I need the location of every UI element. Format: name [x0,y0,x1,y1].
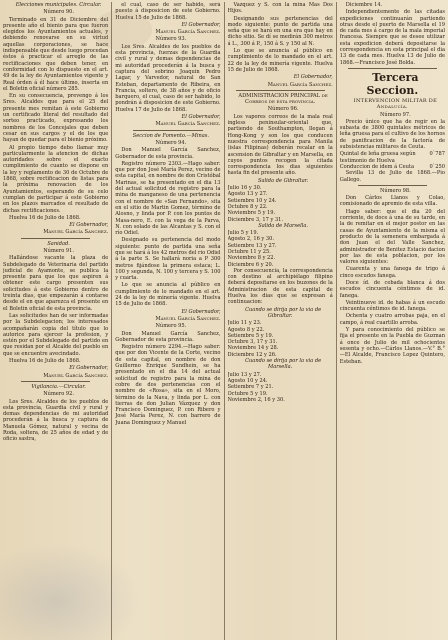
date-list [228,185,333,223]
price-value: 0`787 [429,151,445,158]
paragraph: Terminado en 31 de Diciembre del presente año el bienio para que fueron elegidos los Ayuntamientos actuales, y debiendo renovarse en su virtud aquellas corporaciones, se hace indispensable que desde luego procedan éstos á practicar el arreglo de las rectificaciones que deben tener, en conformidad con lo dispuesto en el art. 49 de la ley de Ayuntamientos vigente y Real órden á él hace último, inserta en el Boletin oficial número 285. [3,16,109,92]
column-3 [228,2,337,640]
signature-name: Manuel García Sanchez. [43,229,109,236]
divider [133,130,202,131]
paragraph: Doce íd. de cebada blanca á dos escudos cincuenta céntimos de id. fanega. [339,279,445,299]
paragraph: Independientemente de las citadas expediciones continuarán partiendo otras desde el puerto de Marsella el 19 de cada mes á cargo de la mala imperial francesa. Siempre que se desee utilizar esta expedicion deberá depositarse la correspondencia en esta principal el dia 13 de cada mes. Huelva 13 de Julio de 1868.—Francisco José Bolda. [339,9,445,66]
signature-name: Manuel García Sanchez. [155,29,221,36]
paragraph: Designado su pertenencia del modo siguiente: punto de partida una seña que se hará á los 42 metros del rio Odiel á la parte S. Se hallará noria a P 300 metros fijándose la primera estaca; L. 100 y segunda, N. 100 y tercera y S. 100 y cuarta. [115,237,221,282]
divider [21,238,90,239]
list-item: Agosto 2, 16 y 30. [227,236,275,243]
section-heading: Sanidad. [47,240,70,247]
paragraph: Las solicitudes han de ser informadas por la Subdelegacion; los interesados acompañarán copia del título que lo autorice para ejercer la profesion, y estén por el Subdelegado del partido en que residan por el Alcalde del pueblo en que se encuentre avecindado. [3,312,109,357]
paragraph: Al propio tiempo debo llamar muy particularmente la atencion de dichas autoridades sobre el exacto cumplimiento de cuanto se dispone en la ley y reglamento de 30 de Octubre de 1868, sobre rectificacion de listas para la próxima renovacion de los Ayuntamientos, esperando de su celo cumplan de participar á este Gobierno en los plazos marcados el resultado de dichas rectificaciones. [3,144,109,214]
divider [358,185,427,186]
notice-number: Número 98. [379,187,411,194]
list-item: Setiembre 10 y 24. [227,197,277,204]
list-item: Noviembre 5 y 19. [227,210,276,217]
signature-title: El Gobernador, [181,114,221,121]
divider [236,90,325,91]
list-item: Julio 13 y 27. [227,371,262,378]
list-item: Octubre 3, 17 y 31. [227,339,278,346]
paragraph: Veintinueve id. de habas á un escudo cincuenta céntimos de id. fanega. [339,299,445,313]
paragraph: el cual, caso de ser habido, será puesto á disposicion de este Gobierno. Huelva 15 de Julio de 1868. [115,2,221,21]
paragraph: Los vapores correos de la mala real ingless peninsular-oriental que, partiendo de Southampton, llegan á Hong-Kong y son los que conducen nuestra correspondencia para Manila (islas Filipinas) deberán recalar en la ascension de Gibraltar y en Marsella, en cuyos puntos recogen la citada correspondencia los dias siguientes hasta fin del presente año. [227,113,333,177]
date-line: Huelva 16 de Julio de 1868. [9,214,81,221]
notice-number: Número 90. [43,9,75,16]
section-heading: Vigilancia.—Circular. [31,383,86,390]
price-row [340,151,445,164]
paragraph: Diciembre 14. [345,2,383,8]
signature-name: Manuel García Sanchez. [267,81,333,88]
list-item: Setiembre 7 y 21. [227,384,274,391]
list-item: Diciembre 12 y 26. [227,351,277,358]
section-heading: ADMINISTRACION PRINCIPAL de Correos de esta provincia. [238,92,328,106]
list-item: Noviembre 14 y 28. [227,345,279,352]
paragraph: Lo que se anuncia al público en cumplimiento de lo mandado en el art. 22 de la ley de minería vigente. Huelva 15 de Julio de 1868. [227,48,333,73]
list-item: Julio 11 y 23. [227,320,262,327]
date-list [228,320,333,358]
date-list [228,372,333,403]
divider [348,68,437,69]
paragraph: Ochenta y cuatro arrobas paja, en el campo, á real cuartillo arroba. [339,313,445,326]
signature-title: El Gobernador, [181,21,221,28]
list-item: Octubre 11 y 25. [227,248,271,255]
subheading: Salida de Gibraltar. [258,177,309,184]
notice-number: Número 91. [43,247,75,254]
notice-number: Número 97. [379,111,411,118]
list-item: Octubre 5 y 19. [227,390,268,397]
notice-number: Número 96. [267,106,299,113]
price-value: 0`250 [429,163,445,170]
paragraph: Designando sus pertenencias del modo siguiente: punto de partida una seña que se hará en una era que hay en dicho sitio. Se dí se medirán 300 metros á L., 300 á P., 150 á S. y 150 al N. [227,15,333,47]
subheading: Cuando se dirija por la via de Gibraltar. [245,306,322,319]
paragraph: Don Cárlos Llanos y Colao, comisionado de apremio de esta villa. [339,195,445,208]
section-heading: Seccion de Fomento.—Minas. [132,132,210,139]
list-item: Julio 16 y 30. [227,185,262,192]
list-item: Octubre 8 y 22. [227,203,268,210]
paper-stain [92,10,152,50]
signature-title: El Gobernador, [69,365,109,372]
signature-title: El Gobernador, [69,222,109,229]
subheading: Salida de Marsella. [258,222,309,229]
notice-number: Número 92. [43,391,75,398]
notice-number: Número 95. [155,323,187,330]
notice-number: Número 94. [155,139,187,146]
paragraph: Don Manuel García Sanchez, Gobernador de esta provincia. [115,330,221,343]
section-heading: Elecciones municipales. Circular. [15,2,102,8]
list-item: Agosto 13 y 27. [227,191,268,198]
signature-title: El Gobernador, [293,74,333,81]
paragraph: Los Sres. Alcaldes de los pueblos de esta provincia, fuerzas de la Guardia civil y rural y demas dependencias de mi autoridad procederán á la busca y captura del sobrino Joaquin Pedro Lagar, y Varvedor, natural de San Esteban, departamento de Ribeira, en Francia, soltero, de 38 años y de oficio barquero, el cual, caso de ser habido, lo pondrán á disposicion de este Gobierno. Huelva 17 de Julio de 1868. [115,43,221,113]
signature-title: El Gobernador, [181,308,221,315]
paragraph: Los Sres. Alcaldes de los pueblos de esta provincia, Guardia civil y rural y demas dependencias de mi autoridad procederán á la busca y captura de Manuela Gómez, natural y vecina de Roda, soltera, de 25 años de edad y de oficio sastra, [3,398,109,443]
paragraph: Cuarenta y una fanega de trigo á cinco escudos fanega. [339,266,445,279]
price-label: Conduccion de ídem á Ceuta [339,163,415,170]
price-label: Quintal de leña gruesa según testimonio de Huelva [339,151,416,164]
section-title: Tercera Seccion. [366,70,419,97]
list-item: Diciembre 3, 17 y 31. [227,216,284,223]
paragraph: En su consecuencia, prevengo á los Sres. Alcaldes que para el 25 del presente mes remitan á este Gobierno un certificado literal del resultado del sorteo practicado, expresando los nombres de los Concejales que deben cesar en sus cargos y el de los que hayan de quedar para el bienio próximo. [3,93,109,144]
ink-stamp-mark [0,542,140,640]
paragraph: Por consecuencia, la correspondencia con destino al archipiélago filipino deberá depositarse en los buzones de la Administracion de esta capital de Huelva los dias que se expresan á continuacion: [227,267,333,306]
paragraph: Registro número 2303.—Hago saber: que por don José María Perez, vecino de esta capital, en nombre de don Cristóbal Marinas, se ha presentado en el dia 13 del actual solicitud de registro para la mina de manganeso de una pertenencia con el nombre de «San Fernando», sita en el sitio de Martin Gomez, término de Alosno, y linda por P. con los puntos de Masa-nero, E. con la vega de la Parva, N. con solado de las Alcantas y S. con el río Odiel. [115,160,221,237]
paragraph: Precio único que ha de regir en la subasta de 3800 quintales métricos de leña gruesa para el cultivo de los hornos de panificacion de la factoría de subsistencias militares de Ceuta. [339,118,445,151]
list-item: Setiembre 13 y 27. [227,242,277,249]
date-line: Huelva 16 de Julio de 1868. [9,358,81,365]
list-item: Noviembre 2, 16 y 30. [227,396,285,403]
signature-name: Manuel García Sanchez. [155,121,221,128]
paragraph: Lo que se anuncia al público en cumplimiento de lo mandado en el art. 24 de la ley de minería vigente. Huelva 15 de Julio de 1868. [115,282,221,308]
divider [21,381,90,382]
paragraph: Y para conocimiento del público se fija el presente en la Puebla de Guzman á once de Julio de mil ochocientos sesenta y ocho.—Cárlos Llanos.—V.° B.°—El Alcalde, Francisco Lopez Quintero, Esteban. [339,327,445,365]
column-4 [340,2,445,640]
list-item: Noviembre 8 y 22. [227,255,276,262]
date-list [228,230,333,268]
list-item: Agosto 10 y 24. [227,377,268,384]
list-item: Agosto 8 y 22. [227,326,265,333]
paragraph: Hallándose vacante la plaza de Subdelegado de Veterinaria del partido judicial de Ayamonte, se publica la presente para que los que aspiren á obtener este cargo presenten sus solicitudes á este Gobierno dentro de treinta dias, que empezarán á contarse desde el en que aparezca el presente en el Boletin oficial de esta provincia. [3,255,109,312]
paragraph: Don Manuel García Sanchez, Gobernador de esta provincia. [115,147,221,160]
paragraph: Vazquez y S. con la mina Mas Dos Hijos. [227,2,333,15]
paragraph: Sevilla 13 de Julio de 1868.—Pio Gallego. [339,170,445,183]
paragraph: Registro número 2294.—Hago saber: que por don Vicente de la Corte, vecino de esta capital, en nombre de don Guillermo Enrique Sundhein, se ha presentado en el dia 14 del actual solicitud de registro para la mina de cobre de dos pertenencias con el nombre de «Rosa», sita en el Moro, término de la Nava, y linda por L. con tierras de don Julian Vázquez y don Francisco Dominguez, P. con Ribero y José María Perez, N. con barrero de Juana Dominguez y Manuel [115,344,221,426]
list-item: Setiembre 5 y 19. [227,332,274,339]
list-item: Julio 5 y 19. [227,230,259,237]
list-item: Diciembre 6 y 20. [227,261,274,268]
notice-number: Número 93. [155,36,187,43]
signature-name: Manuel García Sanchez. [43,372,109,379]
paragraph: Hago saber: que el dia 20 del corriente, de doce á una de su tarde, en la de remitar en el mejor postor en las casas de Ayuntamiento de la misma el producto de la semenera embargada á don Juan el del Valle Sanchez, administrador de Benitez Estacio dacion por las de esta poblacion, por los valores siguientes: [339,208,445,266]
subheading: Cuando se dirija por la via de Marsella. [245,358,322,371]
signature-name: Manuel García Sanchez. [155,315,221,322]
section-subtitle: INTERVENCION MILITAR DE Andalucía. [353,97,438,111]
